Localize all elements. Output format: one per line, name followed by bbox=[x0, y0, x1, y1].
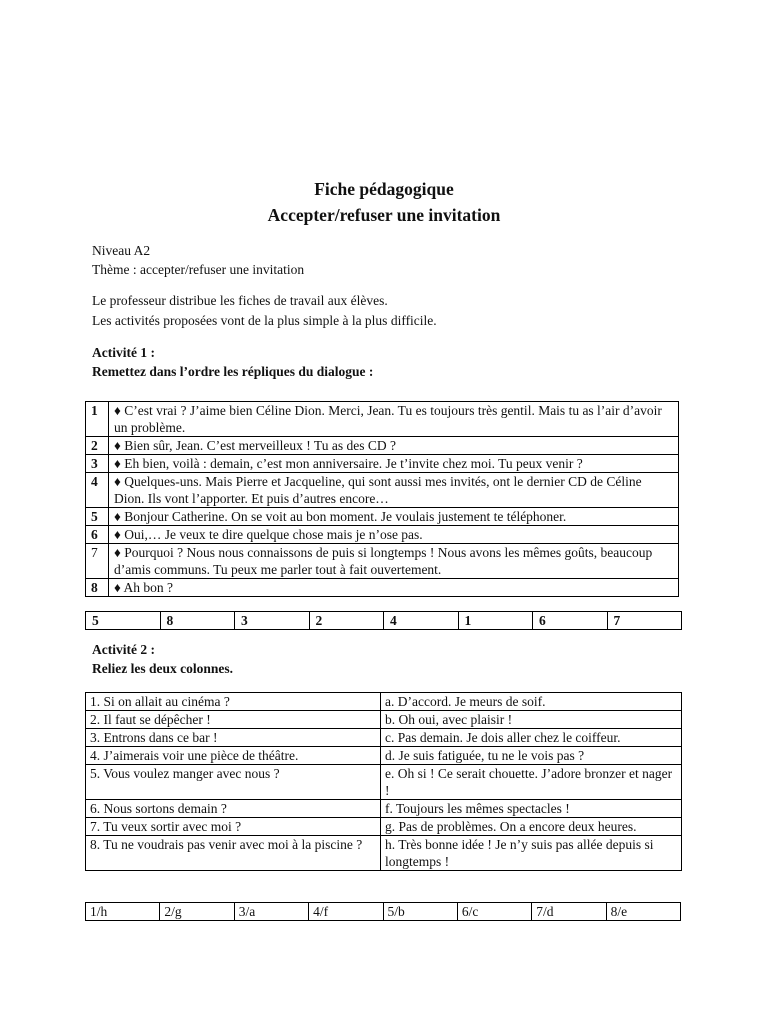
table-row bbox=[86, 402, 679, 437]
dialogue-table bbox=[85, 401, 679, 597]
response-cell: c. Pas demain. Je dois aller chez le coiffeur. bbox=[381, 729, 682, 747]
table-row bbox=[86, 455, 679, 473]
response-cell: a. D’accord. Je meurs de soif. bbox=[381, 693, 682, 711]
row-number: 5 bbox=[86, 508, 109, 526]
answer-cell: 6/c bbox=[457, 903, 531, 921]
dialogue-line: ♦ Pourquoi ? Nous nous connaissons de puis si longtemps ! Nous avons les mêmes goûts, beaucoup d’amis communs. Tu peux me parler tout à fait ouvertement. bbox=[109, 544, 679, 579]
question-cell: 1. Si on allait au cinéma ? bbox=[86, 693, 381, 711]
row-number: 1 bbox=[86, 402, 109, 437]
page-subtitle: Accepter/refuser une invitation bbox=[267, 205, 501, 225]
answer-cell: 4/f bbox=[309, 903, 383, 921]
table-row bbox=[86, 836, 682, 871]
response-cell: d. Je suis fatiguée, tu ne le vois pas ? bbox=[381, 747, 682, 765]
activity2-instruction: Reliez les deux colonnes. bbox=[92, 661, 233, 676]
theme-text: Thème : accepter/refuser une invitation bbox=[92, 262, 305, 277]
response-cell: b. Oh oui, avec plaisir ! bbox=[381, 711, 682, 729]
activity1-heading: Activité 1 : bbox=[92, 345, 155, 360]
dialogue-line: ♦ Ah bon ? bbox=[109, 579, 679, 597]
answer-cell: 7/d bbox=[532, 903, 606, 921]
row-number: 8 bbox=[86, 579, 109, 597]
answer-cell: 5/b bbox=[383, 903, 457, 921]
table-row bbox=[86, 579, 679, 597]
answer-cell: 7 bbox=[607, 612, 682, 630]
row-number: 3 bbox=[86, 455, 109, 473]
intro-line-2: Les activités proposées vont de la plus simple à la plus difficile. bbox=[92, 313, 437, 328]
table-row bbox=[86, 544, 679, 579]
table-row bbox=[86, 818, 682, 836]
answer-cell: 8/e bbox=[606, 903, 680, 921]
row-number: 6 bbox=[86, 526, 109, 544]
response-cell: e. Oh si ! Ce serait chouette. J’adore bronzer et nager ! bbox=[381, 765, 682, 800]
dialogue-line: ♦ Eh bien, voilà : demain, c’est mon anniversaire. Je t’invite chez moi. Tu peux venir ? bbox=[109, 455, 679, 473]
table-row bbox=[86, 437, 679, 455]
dialogue-line: ♦ Quelques-uns. Mais Pierre et Jacqueline, qui sont aussi mes invités, ont le dernier CD de Céline Dion. Ils vont l’apporter. Et puis d’autres encore… bbox=[109, 473, 679, 508]
activity2-heading: Activité 2 : bbox=[92, 642, 155, 657]
answer-cell: 2 bbox=[309, 612, 384, 630]
matching-table bbox=[85, 692, 682, 871]
answer-cell: 3 bbox=[235, 612, 310, 630]
question-cell: 6. Nous sortons demain ? bbox=[86, 800, 381, 818]
row-number: 7 bbox=[86, 544, 109, 579]
answer-cell: 4 bbox=[384, 612, 459, 630]
dialogue-line: ♦ Bien sûr, Jean. C’est merveilleux ! Tu as des CD ? bbox=[109, 437, 679, 455]
dialogue-line: ♦ Bonjour Catherine. On se voit au bon moment. Je voulais justement te téléphoner. bbox=[109, 508, 679, 526]
question-cell: 5. Vous voulez manger avec nous ? bbox=[86, 765, 381, 800]
table-row bbox=[86, 903, 681, 921]
level-text: Niveau A2 bbox=[92, 243, 151, 258]
response-cell: f. Toujours les mêmes spectacles ! bbox=[381, 800, 682, 818]
row-number: 4 bbox=[86, 473, 109, 508]
response-cell: h. Très bonne idée ! Je n’y suis pas allée depuis si longtemps ! bbox=[381, 836, 682, 871]
table-row bbox=[86, 508, 679, 526]
answer-cell: 2/g bbox=[160, 903, 234, 921]
table-row bbox=[86, 747, 682, 765]
question-cell: 7. Tu veux sortir avec moi ? bbox=[86, 818, 381, 836]
answer-cell: 3/a bbox=[234, 903, 308, 921]
table-row bbox=[86, 612, 682, 630]
table-row bbox=[86, 729, 682, 747]
activity2-answer-key bbox=[85, 902, 681, 921]
intro-line-1: Le professeur distribue les fiches de travail aux élèves. bbox=[92, 293, 388, 308]
table-row bbox=[86, 765, 682, 800]
table-row bbox=[86, 693, 682, 711]
page-title: Fiche pédagogique bbox=[314, 179, 454, 199]
answer-cell: 1 bbox=[458, 612, 533, 630]
response-cell: g. Pas de problèmes. On a encore deux heures. bbox=[381, 818, 682, 836]
question-cell: 8. Tu ne voudrais pas venir avec moi à la piscine ? bbox=[86, 836, 381, 871]
question-cell: 4. J’aimerais voir une pièce de théâtre. bbox=[86, 747, 381, 765]
answer-cell: 5 bbox=[86, 612, 161, 630]
row-number: 2 bbox=[86, 437, 109, 455]
dialogue-line: ♦ Oui,… Je veux te dire quelque chose mais je n’ose pas. bbox=[109, 526, 679, 544]
answer-cell: 6 bbox=[533, 612, 608, 630]
table-row bbox=[86, 473, 679, 508]
table-row bbox=[86, 800, 682, 818]
answer-cell: 1/h bbox=[86, 903, 160, 921]
answer-cell: 8 bbox=[160, 612, 235, 630]
activity1-answer-key bbox=[85, 611, 682, 630]
question-cell: 3. Entrons dans ce bar ! bbox=[86, 729, 381, 747]
activity1-instruction: Remettez dans l’ordre les répliques du dialogue : bbox=[92, 364, 374, 379]
table-row bbox=[86, 526, 679, 544]
dialogue-line: ♦ C’est vrai ? J’aime bien Céline Dion. Merci, Jean. Tu es toujours très gentil. Mais tu as l’air d’avoir un problème. bbox=[109, 402, 679, 437]
question-cell: 2. Il faut se dépêcher ! bbox=[86, 711, 381, 729]
table-row bbox=[86, 711, 682, 729]
